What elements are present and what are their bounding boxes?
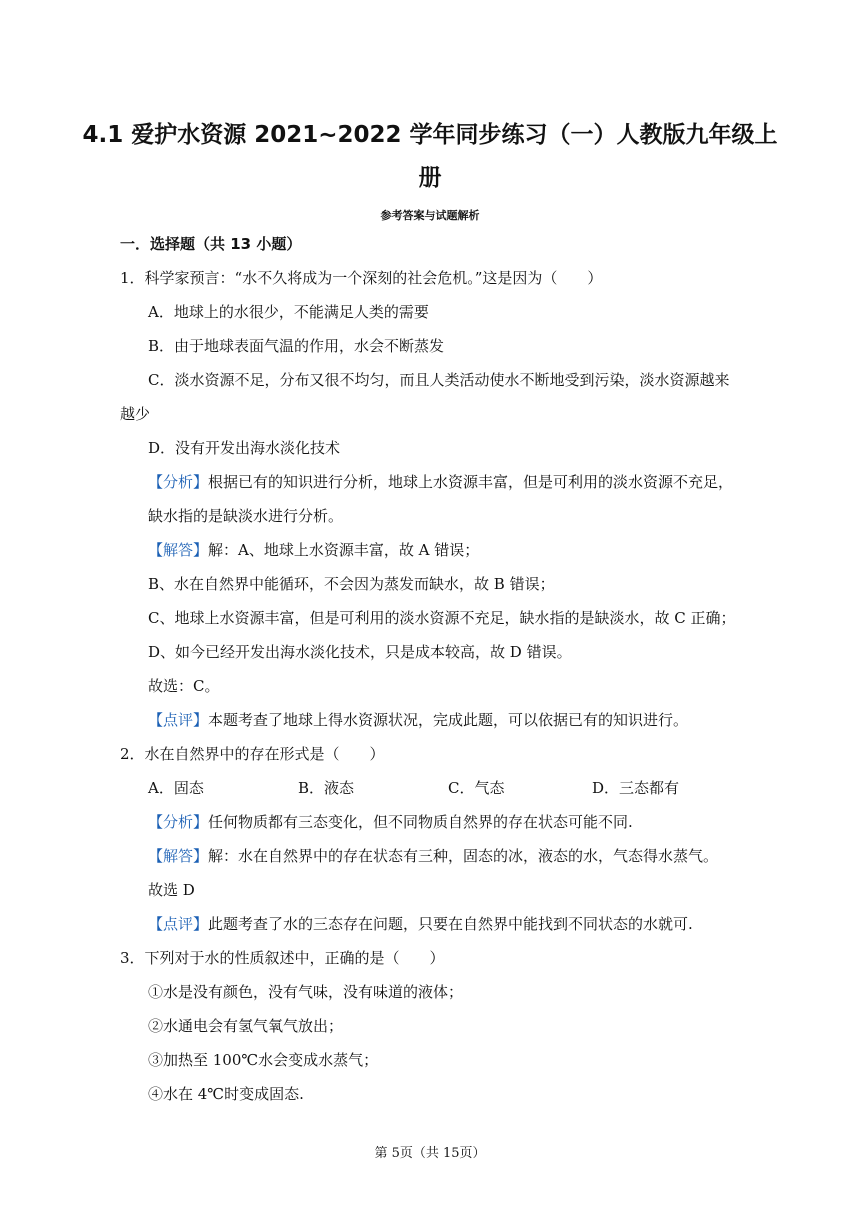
q2-answer	[148, 846, 718, 866]
q1-answer-line3: C、地球上水资源丰富，但是可利用的淡水资源不充足，缺水指的是缺淡水，故 C 正确；	[148, 609, 736, 627]
q3-stem: 3．下列对于水的性质叙述中，正确的是（ ）	[120, 949, 445, 967]
q1-stem: 1．科学家预言：“水不久将成为一个深刻的社会危机。”这是因为（ ）	[120, 269, 603, 287]
q2-option-a: A．固态	[148, 779, 204, 797]
q3-statement-4: ④水在 4℃时变成固态.	[148, 1085, 304, 1103]
q1-option-c-line2: 越少	[120, 405, 151, 423]
q2-analysis-tag: 【分析】	[148, 813, 209, 831]
q2-comment	[148, 914, 693, 934]
q1-answer-tag: 【解答】	[148, 541, 209, 559]
q2-answer-tag: 【解答】	[148, 847, 209, 865]
q1-answer-line4: D、如今已经开发出海水淡化技术，只是成本较高，故 D 错误。	[148, 643, 572, 661]
document-title-line-1: 4.1 爱护水资源 2021~2022 学年同步练习（一）人教版九年级上	[82, 122, 778, 148]
q1-answer-line2: B、水在自然界中能循环，不会因为蒸发而缺水，故 B 错误；	[148, 575, 555, 593]
q1-choice: 故选：C。	[148, 677, 220, 695]
q2-option-c: C．气态	[448, 779, 505, 797]
q1-option-b: B．由于地球表面气温的作用，水会不断蒸发	[148, 337, 445, 355]
q1-analysis	[148, 472, 733, 492]
q2-analysis	[148, 812, 633, 832]
q1-answer	[148, 540, 479, 560]
q2-analysis-text: 任何物质都有三态变化，但不同物质自然界的存在状态可能不同.	[208, 813, 633, 831]
q1-comment-tag: 【点评】	[148, 711, 209, 729]
q1-analysis-tag: 【分析】	[148, 473, 209, 491]
q2-option-d: D．三态都有	[592, 779, 680, 797]
q2-comment-text: 此题考查了水的三态存在问题，只要在自然界中能找到不同状态的水就可.	[208, 915, 693, 933]
q1-comment-text: 本题考查了地球上得水资源状况，完成此题，可以依据已有的知识进行。	[208, 711, 689, 729]
q3-statement-2: ②水通电会有氢气氧气放出；	[148, 1017, 344, 1035]
q1-analysis-text: 根据已有的知识进行分析，地球上水资源丰富，但是可利用的淡水资源不充足，	[208, 473, 734, 491]
section-heading: 一．选择题（共 13 小题）	[120, 235, 302, 253]
q2-stem: 2．水在自然界中的存在形式是（ ）	[120, 745, 385, 763]
q3-statement-1: ①水是没有颜色，没有气味，没有味道的液体；	[148, 983, 464, 1001]
document-title-line-2: 册	[418, 165, 442, 191]
q2-comment-tag: 【点评】	[148, 915, 209, 933]
q1-answer-text: 解：A、地球上水资源丰富，故 A 错误；	[208, 541, 480, 559]
q2-choice: 故选 D	[148, 881, 195, 899]
page-footer: 第 5页（共 15页）	[374, 1146, 486, 1161]
q1-option-d: D．没有开发出海水淡化技术	[148, 439, 341, 457]
document-subtitle: 参考答案与试题解析	[380, 209, 480, 222]
q3-statement-3: ③加热至 100℃水会变成水蒸气；	[148, 1051, 379, 1069]
q2-option-b: B．液态	[298, 779, 355, 797]
q1-comment	[148, 710, 688, 730]
q1-option-a: A．地球上的水很少，不能满足人类的需要	[148, 303, 429, 321]
q1-option-c-line1: C．淡水资源不足，分布又很不均匀，而且人类活动使水不断地受到污染，淡水资源越来	[148, 371, 730, 389]
q2-answer-text: 解：水在自然界中的存在状态有三种，固态的冰，液态的水，气态得水蒸气。	[208, 847, 719, 865]
q1-analysis-line2: 缺水指的是缺淡水进行分析。	[148, 507, 344, 525]
